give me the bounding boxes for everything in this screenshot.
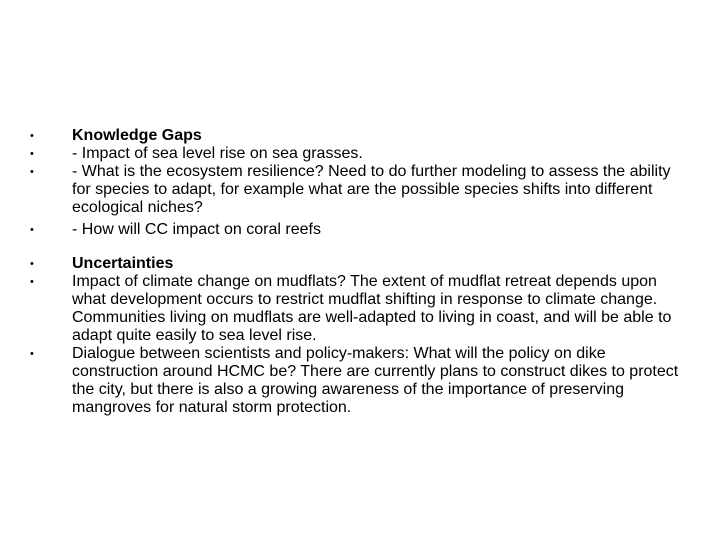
knowledge-gap-sea-grasses: - Impact of sea level rise on sea grasses. <box>72 145 363 162</box>
list-item-uncertainties-heading <box>28 255 688 273</box>
bullet-icon: • <box>30 224 34 236</box>
uncertainty-dike-policy: Dialogue between scientists and policy-makers: What will the policy on dike construction around HCMC be? There are currently plans to construct dikes to protect the city, but there is also a growing awareness of the importance of preserving mangroves for natural storm protection. <box>72 345 679 416</box>
list-item <box>28 145 688 163</box>
bullet-icon: • <box>30 148 34 160</box>
list-item <box>28 163 688 217</box>
uncertainty-mudflats: Impact of climate change on mudflats? The extent of mudflat retreat depends upon what development occurs to restrict mudflat shifting in response to climate change. Communities living on mudflats are well-adapted to living in coast, and will be able to adapt quite easily to sea level rise. <box>72 273 672 344</box>
list-item <box>28 345 688 417</box>
bullet-icon: • <box>30 348 34 360</box>
section-heading-knowledge-gaps: Knowledge Gaps <box>72 127 202 144</box>
list-item-knowledge-gaps-heading <box>28 127 688 145</box>
bullet-icon: • <box>30 258 34 270</box>
section-heading-uncertainties: Uncertainties <box>72 255 174 272</box>
list-item <box>28 273 688 345</box>
bullet-list <box>28 127 688 417</box>
bullet-icon: • <box>30 276 34 288</box>
list-item <box>28 221 688 239</box>
knowledge-gap-ecosystem-resilience: - What is the ecosystem resilience? Need to do further modeling to assess the ability for species to adapt, for example what are the possible species shifts into different ecological niches? <box>72 163 671 216</box>
knowledge-gap-coral-reefs: - How will CC impact on coral reefs <box>72 221 321 238</box>
bullet-icon: • <box>30 166 34 178</box>
bullet-icon: • <box>30 130 34 142</box>
